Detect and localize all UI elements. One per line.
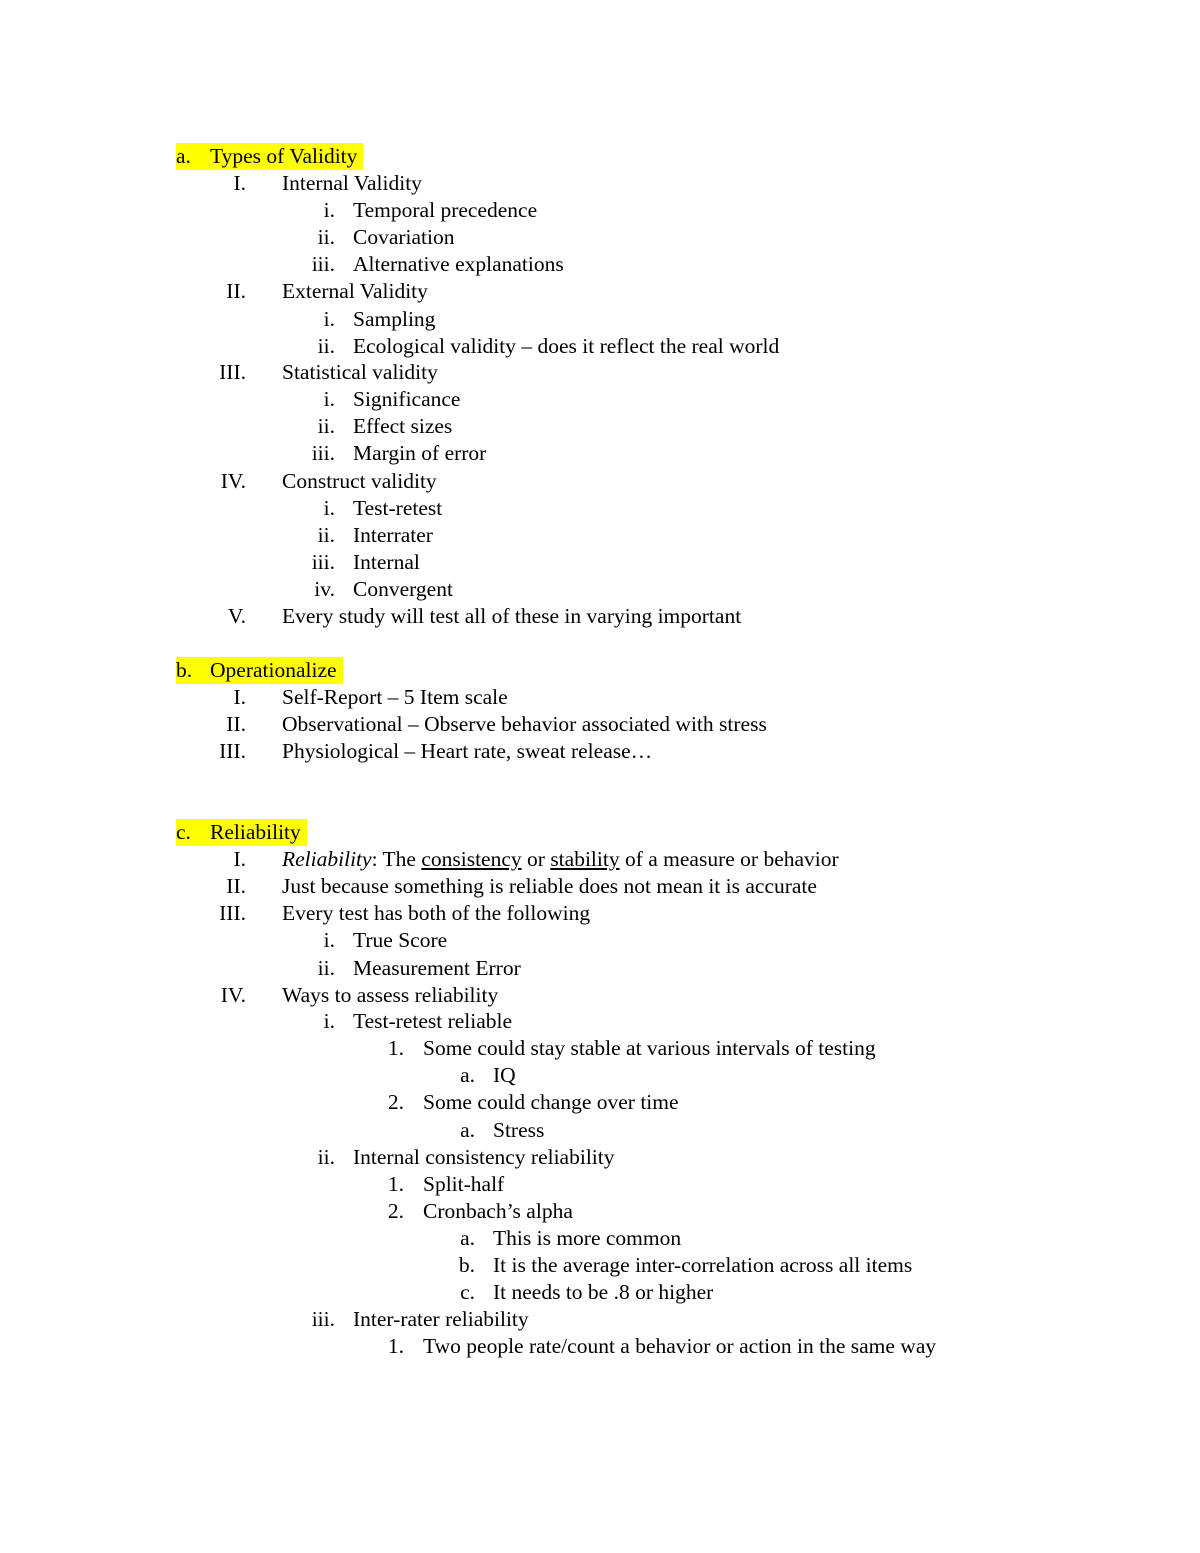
list-text: Just because something is reliable does not mean it is accurate [282, 874, 817, 898]
list-text: Construct validity [282, 469, 437, 493]
list-text: Internal [353, 550, 420, 574]
list-marker: I. [233, 171, 246, 195]
list-text: IQ [493, 1063, 516, 1087]
list-text: True Score [353, 928, 448, 952]
section-c-marker: c. [176, 820, 191, 844]
list-text: External Validity [282, 279, 428, 303]
list-marker: iii. [311, 550, 335, 574]
list-text: Physiological – Heart rate, sweat release… [282, 739, 653, 763]
list-marker: V. [227, 604, 246, 628]
list-marker: iii. [311, 252, 335, 276]
list-marker: i. [323, 1009, 335, 1033]
list-text: Internal consistency reliability [353, 1145, 615, 1169]
list-text: Interrater [353, 523, 433, 547]
list-marker: b. [458, 1253, 475, 1277]
list-text: Stress [493, 1118, 545, 1142]
list-marker: a. [460, 1226, 475, 1250]
list-text: Ways to assess reliability [282, 983, 499, 1007]
list-marker: III. [219, 739, 246, 763]
list-marker: 2. [387, 1090, 404, 1114]
definition-rest: of a measure or behavior [619, 847, 839, 871]
list-text: Self-Report – 5 Item scale [282, 685, 508, 709]
definition-term: Reliability [282, 847, 372, 871]
list-text: Inter-rater reliability [353, 1307, 529, 1331]
section-a-title: Types of Validity [210, 144, 358, 168]
list-marker: ii. [317, 956, 335, 980]
list-marker: iv. [314, 577, 335, 601]
list-text: Sampling [353, 307, 436, 331]
list-text: This is more common [493, 1226, 682, 1250]
list-text: Some could change over time [423, 1090, 679, 1114]
list-text: Temporal precedence [353, 198, 538, 222]
list-marker: IV. [220, 983, 246, 1007]
list-marker: iii. [311, 1307, 335, 1331]
list-marker: IV. [220, 469, 246, 493]
list-marker: iii. [311, 441, 335, 465]
list-text: Observational – Observe behavior associated with stress [282, 712, 767, 736]
list-text: Margin of error [353, 441, 487, 465]
list-marker: i. [323, 928, 335, 952]
list-marker: 1. [387, 1334, 404, 1358]
list-marker: I. [233, 847, 246, 871]
list-text: Two people rate/count a behavior or action in the same way [423, 1334, 937, 1358]
list-marker: i. [323, 198, 335, 222]
list-marker: II. [226, 279, 246, 303]
definition-or: or [521, 847, 551, 871]
list-marker: ii. [317, 414, 335, 438]
list-text: Every test has both of the following [282, 901, 591, 925]
section-a-marker: a. [176, 144, 191, 168]
list-marker: a. [460, 1118, 475, 1142]
list-text: Every study will test all of these in varying important [282, 604, 742, 628]
list-text: Cronbach’s alpha [423, 1199, 573, 1223]
list-text: Significance [353, 387, 461, 411]
list-text: Some could stay stable at various intervals of testing [423, 1036, 876, 1060]
section-c-title: Reliability [210, 820, 301, 844]
list-marker: III. [219, 360, 246, 384]
definition-underline-consistency: consistency [421, 847, 522, 871]
list-text: Alternative explanations [353, 252, 564, 276]
list-marker: ii. [317, 225, 335, 249]
list-text: Ecological validity – does it reflect the real world [353, 334, 780, 358]
list-text: Internal Validity [282, 171, 422, 195]
list-marker: II. [226, 874, 246, 898]
list-text: Test-retest [353, 496, 443, 520]
list-text: Test-retest reliable [353, 1009, 513, 1033]
list-marker: 2. [387, 1199, 404, 1223]
definition-colon: : The [371, 847, 422, 871]
list-text: Covariation [353, 225, 455, 249]
list-marker: 1. [387, 1036, 404, 1060]
list-marker: II. [226, 712, 246, 736]
list-marker: I. [233, 685, 246, 709]
list-marker: i. [323, 496, 335, 520]
list-marker: i. [323, 387, 335, 411]
list-marker: 1. [387, 1172, 404, 1196]
list-marker: ii. [317, 334, 335, 358]
list-text: Split-half [423, 1172, 505, 1196]
list-text: Statistical validity [282, 360, 438, 384]
list-text: It is the average inter-correlation across all items [493, 1253, 913, 1277]
list-text: It needs to be .8 or higher [493, 1280, 714, 1304]
list-text: Effect sizes [353, 414, 453, 438]
list-marker: ii. [317, 1145, 335, 1169]
section-b-title: Operationalize [210, 658, 337, 682]
section-b-marker: b. [176, 658, 193, 682]
list-marker: i. [323, 307, 335, 331]
list-marker: ii. [317, 523, 335, 547]
list-text: Measurement Error [353, 956, 521, 980]
list-marker: a. [460, 1063, 475, 1087]
list-marker: III. [219, 901, 246, 925]
list-marker: c. [460, 1280, 475, 1304]
definition-underline-stability: stability [550, 847, 620, 871]
reliability-definition [282, 846, 839, 873]
list-text: Convergent [353, 577, 453, 601]
